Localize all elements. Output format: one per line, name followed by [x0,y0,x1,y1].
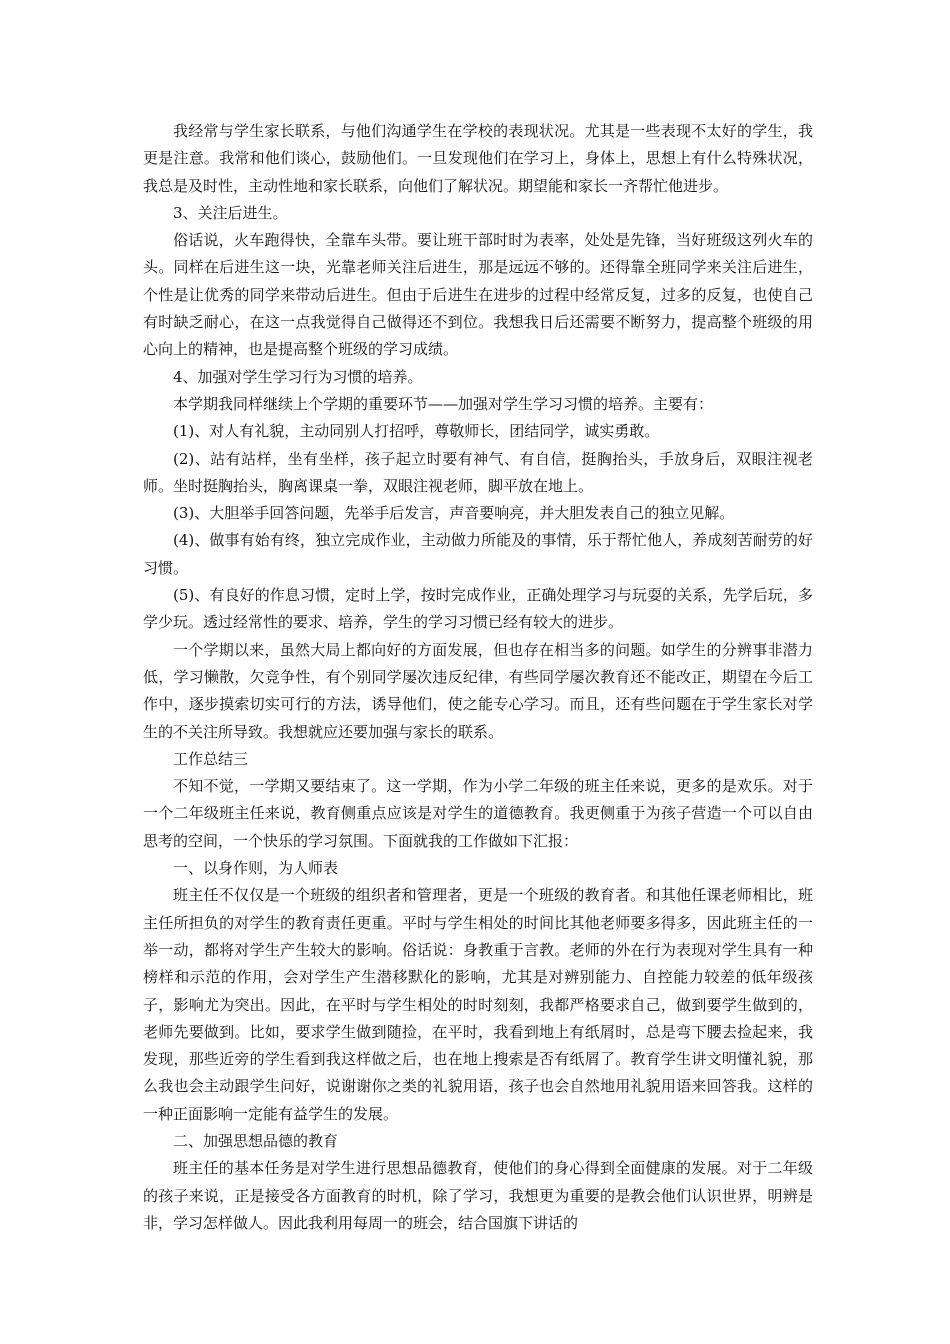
list-item: (3)、大胆举手回答问题，先举手后发言，声音要响亮，并大胆发表自己的独立见解。 [173,504,735,523]
list-item: (1)、对人有礼貌，主动同别人打招呼，尊敬师长，团结同学，诚实勇敢。 [173,422,660,441]
paragraph: 不知不觉，一学期又要结束了。这一学期，作为小学二年级的班主任来说，更多的是欢乐。对于一个二年级班主任来说，教育侧重点应该是对学生的道德教育。我更侧重于为孩子营造一个可以自由思考的空间，一个快乐的学习氛围。下面就我的工作做如下汇报： [143,777,813,850]
paragraph: 一个学期以来，虽然大局上都向好的方面发展，但也存在相当多的问题。如学生的分辨事非潜力低，学习懒散，欠竞争性，有个别同学屡次违反纪律，有些同学屡次教育还不能改正，期望在今后工作中，逐步摸索切实可行的方法，诱导他们，使之能专心学习。而且，还有些问题在于学生家长对学生的不关注所导致。我想就应还要加强与家长的联系。 [143,640,813,741]
section-heading: 3、关注后进生。 [173,203,288,222]
paragraph: 本学期我同样继续上个学期的重要环节——加强对学生学习习惯的培养。主要有： [173,394,714,413]
section-heading: 一、以身作则，为人师表 [173,859,339,878]
section-heading: 二、加强思想品德的教育 [173,1131,339,1150]
paragraph: 班主任的基本任务是对学生进行思想品德教育，使他们的身心得到全面健康的发展。对于二年级的孩子来说，正是接受各方面教育的时机，除了学习，我想更为重要的是教会他们认识世界，明辨是非，学习怎样做人。因此我利用每周一的班会，结合国旗下讲话的 [143,1159,813,1232]
paragraph: 班主任不仅仅是一个班级的组织者和管理者，更是一个班级的教育者。和其他任课老师相比，班主任所担负的对学生的教育责任更重。平时与学生相处的时间比其他老师要多得多，因此班主任的一举一动，都将对学生产生较大的影响。俗话说：身教重于言教。老师的外在行为表现对学生具有一种榜样和示范的作用，会对学生产生潜移默化的影响，尤其是对辨别能力、自控能力较差的低年级孩子，影响尤为突出。因此，在平时与学生相处的时时刻刻，我都严格要求自己，做到要学生做到的，老师先要做到。比如，要求学生做到随捡，在平时，我看到地上有纸屑时，总是弯下腰去捡起来，我发现，那些近旁的学生看到我这样做之后，也在地上搜索是否有纸屑了。教育学生讲文明懂礼貌，那么我也会主动跟学生问好，说谢谢你之类的礼貌用语，孩子也会自然地用礼貌用语来回答我。这样的一种正面影响一定能有益学生的发展。 [143,886,813,1123]
paragraph: 我经常与学生家长联系，与他们沟通学生在学校的表现状况。尤其是一些表现不太好的学生，我更是注意。我常和他们谈心，鼓励他们。一旦发现他们在学习上，身体上，思想上有什么特殊状况，我总是及时性，主动性地和家长联系，向他们了解状况。期望能和家长一齐帮忙他进步。 [143,122,813,195]
list-item: (4)、做事有始有终，独立完成作业，主动做力所能及的事情，乐于帮忙他人，养成刻苦耐劳的好习惯。 [143,531,813,577]
paragraph: 俗话说，火车跑得快，全靠车头带。要让班干部时时为表率，处处是先锋，当好班级这列火车的头。同样在后进生这一块，光靠老师关注后进生，那是远远不够的。还得靠全班同学来关注后进生，个性是让优秀的同学来带动后进生。但由于后进生在进步的过程中经常反复，过多的反复，也使自己有时缺乏耐心，在这一点我觉得自己做得还不到位。我想我日后还需要不断努力，提高整个班级的用心向上的精神，也是提高整个班级的学习成绩。 [143,231,813,359]
section-title: 工作总结三 [173,749,249,768]
list-item: (2)、站有站样，坐有坐样，孩子起立时要有神气、有自信，挺胸抬头，手放身后，双眼注视老师。坐时挺胸抬头，胸离课桌一拳，双眼注视老师，脚平放在地上。 [143,449,813,495]
section-heading: 4、加强对学生学习行为习惯的培养。 [173,367,423,386]
list-item: (5)、有良好的作息习惯，定时上学，按时完成作业，正确处理学习与玩耍的关系，先学后玩，多学少玩。透过经常性的要求、培养，学生的学习习惯已经有较大的进步。 [143,586,813,632]
